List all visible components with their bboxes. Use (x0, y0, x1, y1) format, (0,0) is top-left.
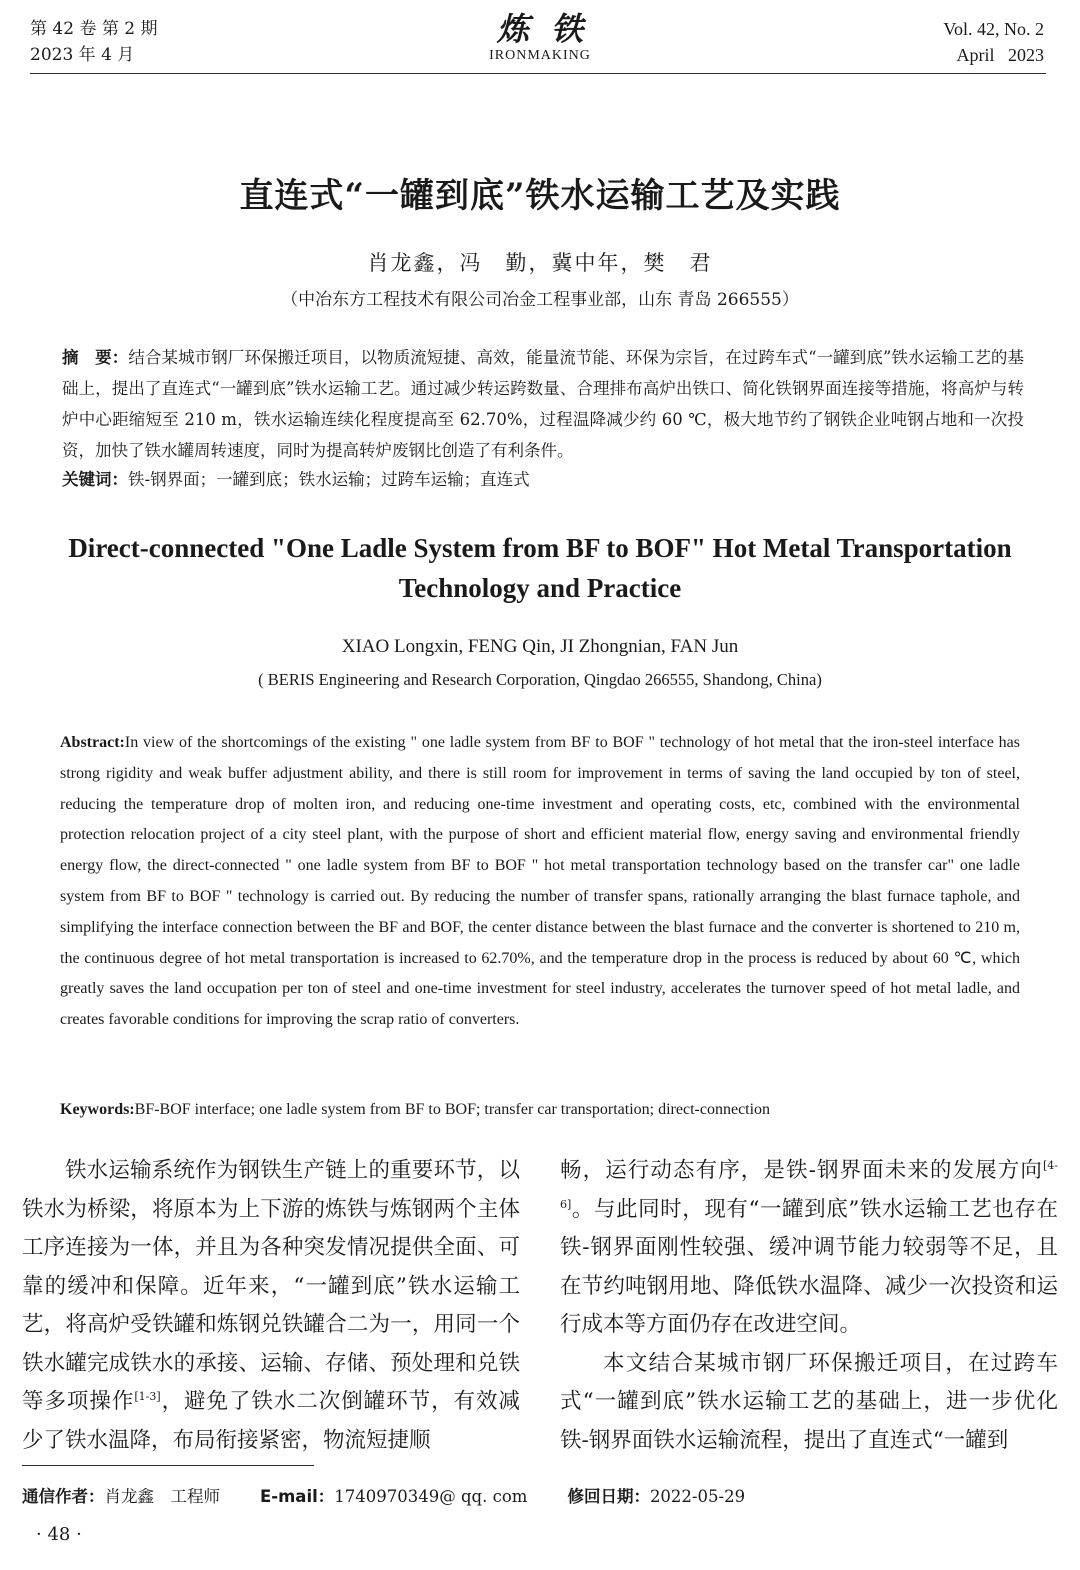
keywords-en (60, 1096, 1020, 1124)
date-en: April 2023 (956, 45, 1044, 65)
body-paragraph (560, 1152, 1058, 1345)
body-column-left (22, 1152, 520, 1460)
footnote-rule (22, 1465, 314, 1466)
paper-title-en: Direct-connected "One Ladle System from BF to BOF" Hot Metal Transportation Technology and Practice (68, 533, 1012, 603)
paper-title-cn: 直连式“一罐到底”铁水运输工艺及实践 (239, 176, 841, 216)
authors-en: XIAO Longxin, FENG Qin, JI Zhongnian, FAN Jun (341, 636, 739, 657)
volume-en: Vol. 42, No. 2 (943, 19, 1044, 39)
journal-issue-en (943, 16, 1044, 68)
abstract-en-text: In view of the shortcomings of the existing " one ladle system from BF to BOF " technology of hot metal that the iron-steel interface has strong rigidity and weak buffer adjustment ability, and there is still room for improvement in terms of saving the land occupied by ton of steel, reducing the temperature drop of molten iron, and reducing one-time investment and operating costs, etc, combined with the environmental protection relocation project of a city steel plant, with the purpose of short and efficient material flow, energy saving and environmental friendly energy flow, the direct-connected " one ladle system from BF to BOF " hot metal transportation technology based on the transfer car" one ladle system from BF to BOF " technology is carried out. By reducing the number of transfer spans, rationally arranging the blast furnace taphole, and simplifying the interface connection between the BF and BOF, the center distance between the blast furnace and the converter is shortened to 210 m, the continuous degree of hot metal transportation is increased to 62.70%, and the temperature drop in the process is reduced by about 60 ℃, which greatly saves the land occupation per ton of steel and one-time investment for steel industry, accelerates the turnover speed of hot metal ladle, and creates favorable conditions for improving the scrap ratio of converters. (60, 734, 1020, 1029)
authors-cn: 肖龙鑫，冯 勤，冀中年，樊 君 (367, 251, 713, 275)
journal-name-en: IRONMAKING (489, 48, 591, 63)
body-text: 。与此同时，现有“一罐到底”铁水运输工艺也存在铁-钢界面刚性较强、缓冲调节能力较弱等不足，且在节约吨钢用地、降低铁水温降、减少一次投资和运行成本等方面仍存在改进空间。 (560, 1196, 1058, 1337)
email-label: E-mail： (260, 1487, 335, 1506)
keywords-en-text: BF-BOF interface; one ladle system from BF to BOF; transfer car transportation; direct-connection (134, 1101, 771, 1118)
page-number: · 48 · (36, 1524, 82, 1545)
body-column-right (560, 1152, 1058, 1460)
corresponding-author-label: 通信作者： (22, 1487, 105, 1506)
header-rule (30, 73, 1046, 74)
citation[interactable]: [4-6] (560, 1158, 1058, 1211)
keywords-cn-label: 关键词： (62, 470, 128, 489)
revised-date-label: 修回日期： (567, 1487, 650, 1506)
abstract-cn-label: 摘 要： (62, 348, 129, 367)
body-text: 铁水运输系统作为钢铁生产链上的重要环节，以铁水为桥梁，将原本为上下游的炼铁与炼钢两个主体工序连接为一体，并且为各种突发情况提供全面、可靠的缓冲和保障。近年来，“一罐到底”铁水运输工艺，将高炉受铁罐和炼钢兑铁罐合二为一，用同一个铁水罐完成铁水的承接、运输、存储、预处理和兑铁等多项操作 (22, 1158, 520, 1414)
body-text: 本文结合某城市钢厂环保搬迁项目，在过跨车式“一罐到底”铁水运输工艺的基础上，进一步优化铁-钢界面铁水运输流程，提出了直连式“一罐到 (560, 1350, 1058, 1453)
revised-date: 2022-05-29 (649, 1487, 746, 1506)
body-text: 畅，运行动态有序，是铁-钢界面未来的发展方向 (560, 1158, 1043, 1183)
keywords-cn (62, 466, 1024, 494)
keywords-cn-text: 铁-钢界面；一罐到底；铁水运输；过跨车运输；直连式 (128, 470, 530, 489)
keywords-en-label: Keywords: (60, 1101, 135, 1118)
citation[interactable]: [1-3] (134, 1389, 161, 1403)
footnote (22, 1483, 1022, 1507)
abstract-cn (62, 342, 1024, 466)
journal-masthead (0, 10, 1080, 64)
abstract-en (60, 728, 1020, 1036)
body-paragraph (22, 1152, 520, 1460)
affiliation-cn: （中冶东方工程技术有限公司冶金工程事业部，山东 青岛 266555） (281, 290, 799, 310)
body-paragraph (560, 1345, 1058, 1461)
email-address[interactable]: 1740970349@ qq. com (334, 1487, 528, 1506)
journal-name-cn: 炼铁 (496, 10, 605, 48)
date-cn: 2023 年 4 月 (30, 45, 135, 65)
corresponding-author: 肖龙鑫 工程师 (104, 1487, 220, 1506)
volume-cn: 第 42 卷 第 2 期 (30, 19, 158, 39)
affiliation-en: ( BERIS Engineering and Research Corporation, Qingdao 266555, Shandong, China) (258, 670, 822, 689)
abstract-cn-text: 结合某城市钢厂环保搬迁项目，以物质流短捷、高效，能量流节能、环保为宗旨，在过跨车式“一罐到底”铁水运输工艺的基础上，提出了直连式“一罐到底”铁水运输工艺。通过减少转运跨数量、合理排布高炉出铁口、简化铁钢界面连接等措施，将高炉与转炉中心距缩短至 210 m，铁水运输连续化程度提高至 62.70%，过程温降减少约 60 ℃，极大地节约了钢铁企业吨钢占地和一次投资，加快了铁水罐周转速度，同时为提高转炉废钢比创造了有利条件。 (62, 348, 1025, 460)
body-text: ，避免了铁水二次倒罐环节，有效减少了铁水温降，布局衔接紧密，物流短捷顺 (22, 1389, 520, 1453)
abstract-en-label: Abstract: (60, 734, 125, 751)
